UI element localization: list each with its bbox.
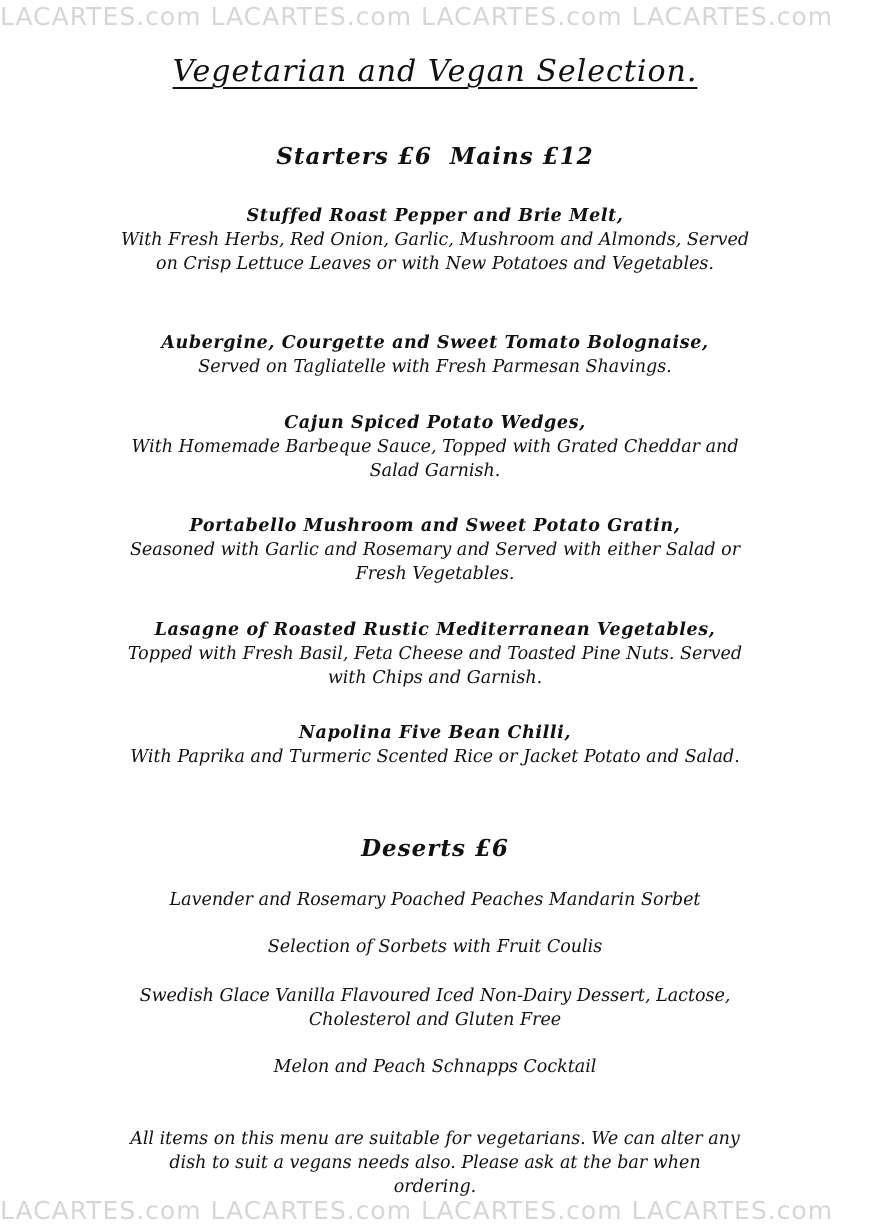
dessert-item: Selection of Sorbets with Fruit Coulis (267, 937, 603, 957)
dish-item (110, 721, 760, 769)
menu-title (0, 50, 870, 94)
mains-price: Mains £12 (449, 143, 594, 170)
dish-item (110, 618, 760, 690)
dish-item (110, 514, 760, 586)
dish-description: Seasoned with Garlic and Rosemary and Served with either Salad or Fresh Vegetables. (129, 540, 741, 584)
dish-item (110, 331, 760, 379)
dish-name: Cajun Spiced Potato Wedges, (284, 413, 586, 433)
dessert-item: Swedish Glace Vanilla Flavoured Iced Non-Dairy Dessert, Lactose, Cholesterol and Gluten Free (139, 986, 731, 1030)
dish-description: With Fresh Herbs, Red Onion, Garlic, Mushroom and Almonds, Served on Crisp Lettuce Leaves or with New Potatoes and Vegetables. (120, 230, 750, 274)
dish-description: With Paprika and Turmeric Scented Rice or Jacket Potato and Salad. (130, 747, 740, 767)
dish-name: Stuffed Roast Pepper and Brie Melt, (246, 206, 624, 226)
menu-title-text: Vegetarian and Vegan Selection. (172, 54, 698, 89)
watermark-bottom: LACARTES.com LACARTES.com LACARTES.com LACARTES.com (0, 1196, 834, 1225)
dish-description: With Homemade Barbeque Sauce, Topped with Grated Cheddar and Salad Garnish. (131, 437, 739, 481)
desserts-heading: Deserts £6 (361, 835, 509, 862)
dish-description: Topped with Fresh Basil, Feta Cheese and Toasted Pine Nuts. Served with Chips and Garnish. (127, 644, 743, 688)
starters-price: Starters £6 (276, 143, 432, 170)
dish-name: Napolina Five Bean Chilli, (298, 723, 572, 743)
dessert-item: Melon and Peach Schnapps Cocktail (273, 1057, 597, 1077)
dessert-item: Lavender and Rosemary Poached Peaches Mandarin Sorbet (169, 890, 701, 910)
dish-item (110, 411, 760, 483)
dish-description: Served on Tagliatelle with Fresh Parmesan Shavings. (198, 357, 672, 377)
dish-name: Portabello Mushroom and Sweet Potato Gratin, (189, 516, 681, 536)
watermark-top: LACARTES.com LACARTES.com LACARTES.com LACARTES.com (0, 2, 834, 31)
dish-item (110, 204, 760, 276)
dish-name: Aubergine, Courgette and Sweet Tomato Bolognaise, (161, 333, 709, 353)
menu-footnote: All items on this menu are suitable for vegetarians. We can alter any dish to suit a vegans needs also. Please ask at the bar when ordering. (130, 1129, 740, 1197)
dish-name: Lasagne of Roasted Rustic Mediterranean Vegetables, (154, 620, 716, 640)
price-heading (0, 142, 870, 172)
